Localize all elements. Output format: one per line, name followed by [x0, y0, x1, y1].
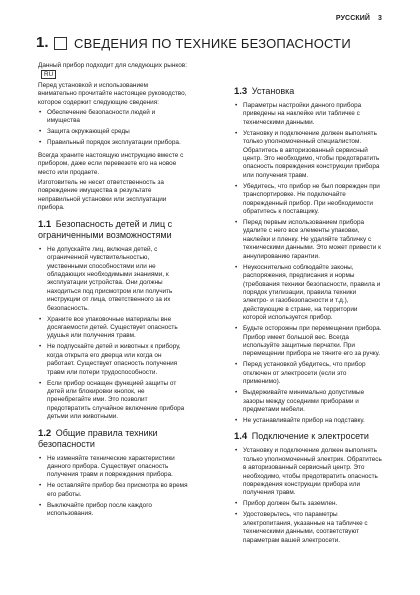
section-heading-1-1 — [38, 219, 188, 241]
section-1-4-list — [234, 447, 382, 545]
list-item: • Обеспечение безопасности людей и имущества — [38, 109, 188, 126]
list-item: • Не подпускайте детей и животных к прибору, когда открыта его дверца или когда он работает. Существует опасность получения травм или потери трудоспособности. — [38, 343, 188, 377]
section-number: 1.4 — [234, 431, 248, 443]
section-title: Установка — [251, 86, 295, 96]
chapter-title: СВЕДЕНИЯ ПО ТЕХНИКЕ БЕЗОПАСНОСТИ — [74, 36, 351, 51]
section-number: 1.2 — [38, 427, 52, 439]
list-item: • Удостоверьтесь, что параметры электропитания, указанные на табличке с техническими данными, соответствуют параметрам вашей электросети. — [234, 511, 382, 545]
section-1-3-list — [234, 102, 382, 425]
intro-paragraph: Перед установкой и использованием внимательно прочитайте настоящее руководство, которое содержит следующие сведения: — [38, 81, 187, 106]
page-number: 3 — [378, 15, 382, 22]
section-title: Безопасность детей и лиц с ограниченными возможностями — [38, 218, 173, 240]
list-item: • Не допускайте лиц, включая детей, с ограниченной чувствительностью, умственными способностями или не обладающих необходимыми знаниями, к эксплуатации устройства. Они должны находиться под присмотром или получить инструкции от лица, ответственного за их безопасность. — [38, 246, 188, 313]
list-item: • Правильный порядок эксплуатации прибора. — [38, 139, 188, 147]
warning-box-icon — [54, 37, 67, 50]
section-1-2-list — [38, 455, 188, 519]
list-item: • Перед установкой убедитесь, что прибор отключен от электросети (если это применимо). — [234, 361, 382, 386]
intro-liability: Изготовитель не несет ответственность за повреждение имущества в результате неправильной установки или эксплуатации прибора. — [38, 179, 167, 212]
page-header — [336, 15, 382, 22]
intro-keep-manual: Всегда храните настоящую инструкцию вместе с прибором, даже если перевезете его на новое место или продаете. — [38, 151, 184, 176]
list-item: • Храните все упаковочные материалы вне досягаемости детей. Существует опасность удушья или получения травм. — [38, 316, 188, 341]
right-column — [234, 86, 382, 549]
left-column — [38, 62, 188, 523]
intro-markets — [38, 62, 188, 80]
chapter-number: 1. — [36, 34, 49, 51]
section-1-1-list — [38, 246, 188, 422]
intro-list — [38, 109, 188, 148]
list-item: • Убедитесь, что прибор не был поврежден при транспортировке. Не подключайте поврежденный прибор. При необходимости обратитесь к поставщику. — [234, 183, 382, 217]
section-number: 1.3 — [234, 86, 248, 97]
list-item: • Если прибор оснащен функцией защиты от детей или блокировки кнопок, не пренебрегайте ими. Это позволит предотвратить случайное включение прибора детьми или животными. — [38, 380, 188, 422]
list-item: • Выключайте прибор после каждого использования. — [38, 502, 188, 519]
market-code-box: RU — [41, 70, 56, 79]
list-item: • Не изменяйте технические характеристики данного прибора. Существует опасность получения травм и повреждения прибора. — [38, 455, 188, 480]
header-language: РУССКИЙ — [335, 15, 370, 22]
list-item: • Параметры настройки данного прибора приведены на наклейке или табличке с техническими данными. — [234, 102, 382, 127]
section-heading-1-4 — [234, 431, 382, 442]
intro-markets-text: Данный прибор подходит для следующих рынков: — [38, 62, 187, 69]
list-item: • Неукоснительно соблюдайте законы, распоряжения, предписания и нормы (требования техники безопасности, правила и порядок утилизации, правила техники электро- и газобезопасности и т.д.), действующие в стране, на территории которой используется прибор. — [234, 264, 382, 323]
list-item: • Перед первым использованием прибора удалите с него все элементы упаковки, наклейки и пленку. Не удаляйте табличку с техническими данными. Это может привести к аннулированию гарантии. — [234, 219, 382, 261]
chapter-heading — [36, 34, 390, 56]
list-item: • Не оставляйте прибор без присмотра во время его работы. — [38, 482, 188, 499]
list-item: • Установку и подключение должен выполнять только уполномоченный электрик. Обратитесь в авторизованный сервисный центр. Это необходимо, чтобы предотвратить опасность повреждения конструкции прибора или получения травм. — [234, 447, 382, 497]
section-heading-1-2 — [38, 428, 188, 450]
list-item: • Выдерживайте минимально допустимые зазоры между соседними приборами и предметами мебели. — [234, 389, 382, 414]
list-item: • Не устанавливайте прибор на подставку. — [234, 417, 382, 425]
list-item: • Защита окружающей среды — [38, 128, 188, 136]
list-item: • Установку и подключение должен выполнять только уполномоченный специалистом. Обратитесь в авторизованный сервисный центр. Это необходимо, чтобы предотвратить опасность повреждения конструкции прибора или получения травм. — [234, 130, 382, 180]
section-title: Общие правила техники безопасности — [38, 427, 158, 449]
section-title: Подключение к электросети — [251, 431, 369, 442]
section-number: 1.1 — [38, 218, 52, 230]
list-item: • Прибор должен быть заземлен. — [234, 500, 382, 508]
list-item: • Будьте осторожны при перемещении прибора. Прибор имеет большой вес. Всегда используйте защитные перчатки. При перемещении прибора не тяните его за ручку. — [234, 325, 382, 359]
section-heading-1-3 — [234, 86, 382, 97]
